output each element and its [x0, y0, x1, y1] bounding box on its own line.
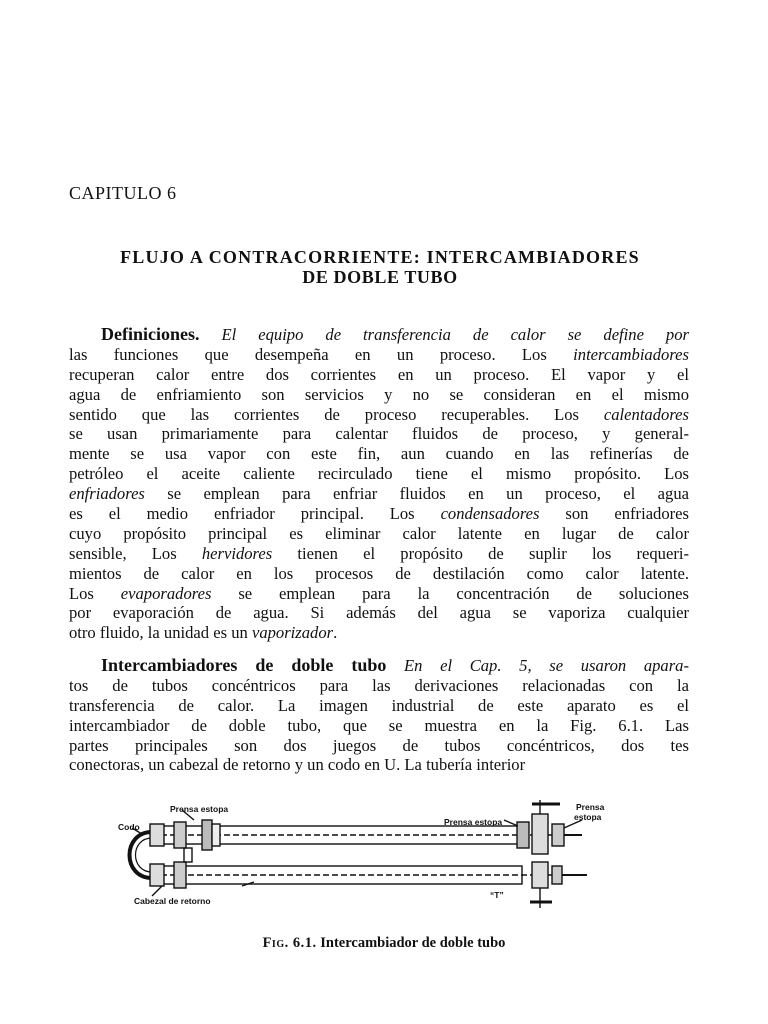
text-line	[69, 716, 689, 736]
text-line	[69, 603, 689, 623]
label-prensa-right-2: estopa	[574, 812, 602, 822]
figure-number: Fig. 6.1.	[262, 935, 317, 951]
label-prensa-estopa-mid: Prensa estopa	[444, 817, 503, 827]
text-run: mientos de calor en los procesos de destilación como calor latente.	[69, 563, 689, 583]
text-line	[69, 755, 689, 775]
chapter-title-line-2: DE DOBLE TUBO	[302, 267, 458, 287]
text-line	[69, 365, 689, 385]
text-run: petróleo el aceite caliente recirculado tiene el mismo propósito. Los	[69, 464, 689, 484]
figure-caption	[0, 935, 768, 952]
text-run: sentido que las corrientes de proceso recuperables. Los	[69, 404, 604, 424]
text-line	[69, 405, 689, 425]
text-run: otro fluido, la unidad es un	[69, 623, 252, 643]
text-run: las funciones que desempeña en un proceso. Los	[69, 344, 574, 364]
text-line	[69, 656, 689, 676]
emphasized-term: enfriadores	[69, 484, 145, 504]
text-run: recuperan calor entre dos corrientes en un proceso. El vapor y el	[69, 364, 689, 384]
text-line	[69, 345, 689, 365]
right-tee-lower	[532, 862, 548, 888]
emphasized-term: evaporadores	[120, 583, 212, 603]
figure-caption-text: Intercambiador de doble tubo	[316, 935, 506, 951]
text-run: tos de tubos concéntricos para las derivaciones relacionadas con la	[69, 675, 689, 695]
text-line	[69, 424, 689, 444]
text-line	[69, 504, 689, 524]
text-run: agua de enfriamiento son servicios y no se consideran en el mismo	[69, 384, 689, 404]
label-te: “T”	[490, 890, 504, 900]
text-line	[69, 623, 689, 643]
text-run: intercambiador de doble tubo, que se muestra en la Fig. 6.1. Las	[69, 715, 689, 735]
text-run: son enfriadores	[539, 504, 689, 524]
chapter-title-line-1: FLUJO A CONTRACORRIENTE: INTERCAMBIADORES	[120, 247, 640, 267]
text-run: sensible, Los	[69, 543, 202, 563]
packing-gland-left	[202, 820, 212, 850]
emphasized-term: vaporizador	[251, 623, 334, 643]
emphasized-term: condensadores	[440, 504, 540, 524]
text-line	[69, 676, 689, 696]
left-fitting-upper	[150, 824, 164, 846]
text-run: cuyo propósito principal es eliminar calor latente en lugar de calor	[69, 523, 689, 543]
text-line	[69, 736, 689, 756]
label-prensa-estopa-left: Prensa estopa	[170, 804, 229, 814]
text-run: conectoras, un cabezal de retorno y un codo en U. La tubería interior	[69, 755, 526, 775]
right-tee-upper	[532, 814, 548, 854]
left-tee-lower	[174, 862, 186, 888]
text-run: partes principales son dos juegos de tubos concéntricos, dos tes	[69, 735, 689, 755]
left-tee-upper	[174, 822, 186, 848]
label-prensa-right-1: Prensa	[576, 802, 605, 812]
left-fitting-lower	[150, 864, 164, 886]
packing-gland-right	[552, 824, 564, 846]
text-run: se emplean para la concentración de soluciones	[211, 583, 689, 603]
double-pipe-paragraph	[69, 656, 689, 775]
paragraph-heading: Intercambiadores de doble tubo	[101, 655, 387, 675]
text-line	[69, 484, 689, 504]
emphasized-term: hervidores	[201, 543, 273, 563]
chapter-label: CAPITULO 6	[69, 183, 177, 203]
text-line	[69, 584, 689, 604]
text-line	[69, 385, 689, 405]
definitions-paragraph	[69, 325, 689, 643]
text-run: transferencia de calor. La imagen industrial de este aparato es el	[69, 695, 689, 715]
text-run: Los	[69, 583, 121, 603]
text-line	[69, 464, 689, 484]
emphasized-term: El equipo de transferencia de calor se define por	[221, 325, 689, 344]
packing-gland-mid	[517, 822, 529, 848]
text-line	[69, 325, 689, 345]
text-line	[69, 524, 689, 544]
label-cabezal-de-retorno: Cabezal de retorno	[134, 896, 211, 906]
text-run: se usan primariamente para calentar fluidos de proceso, y general-	[69, 424, 689, 444]
text-run: se emplean para enfriar fluidos en un proceso, el agua	[144, 484, 689, 504]
emphasized-term: calentadores	[603, 404, 689, 424]
text-run: es el medio enfriador principal. Los	[69, 504, 441, 524]
text-line	[69, 444, 689, 464]
text-line	[69, 696, 689, 716]
text-run: .	[333, 623, 338, 643]
text-line	[69, 544, 689, 564]
label-codo: Codo	[118, 822, 140, 832]
text-run: tienen el propósito de suplir los requeri-	[272, 543, 689, 563]
emphasized-term: intercambiadores	[573, 344, 689, 364]
double-pipe-exchanger-figure	[112, 796, 612, 916]
emphasized-term: En el Cap. 5, se usaron apara-	[404, 656, 689, 675]
text-run: mente se usa vapor con este fin, aun cuando en las refinerías de	[69, 444, 689, 464]
text-run: por evaporación de agua. Si además del agua se vaporiza cualquier	[69, 603, 689, 623]
paragraph-heading: Definiciones.	[101, 324, 200, 344]
u-bend	[130, 832, 153, 878]
text-line	[69, 564, 689, 584]
